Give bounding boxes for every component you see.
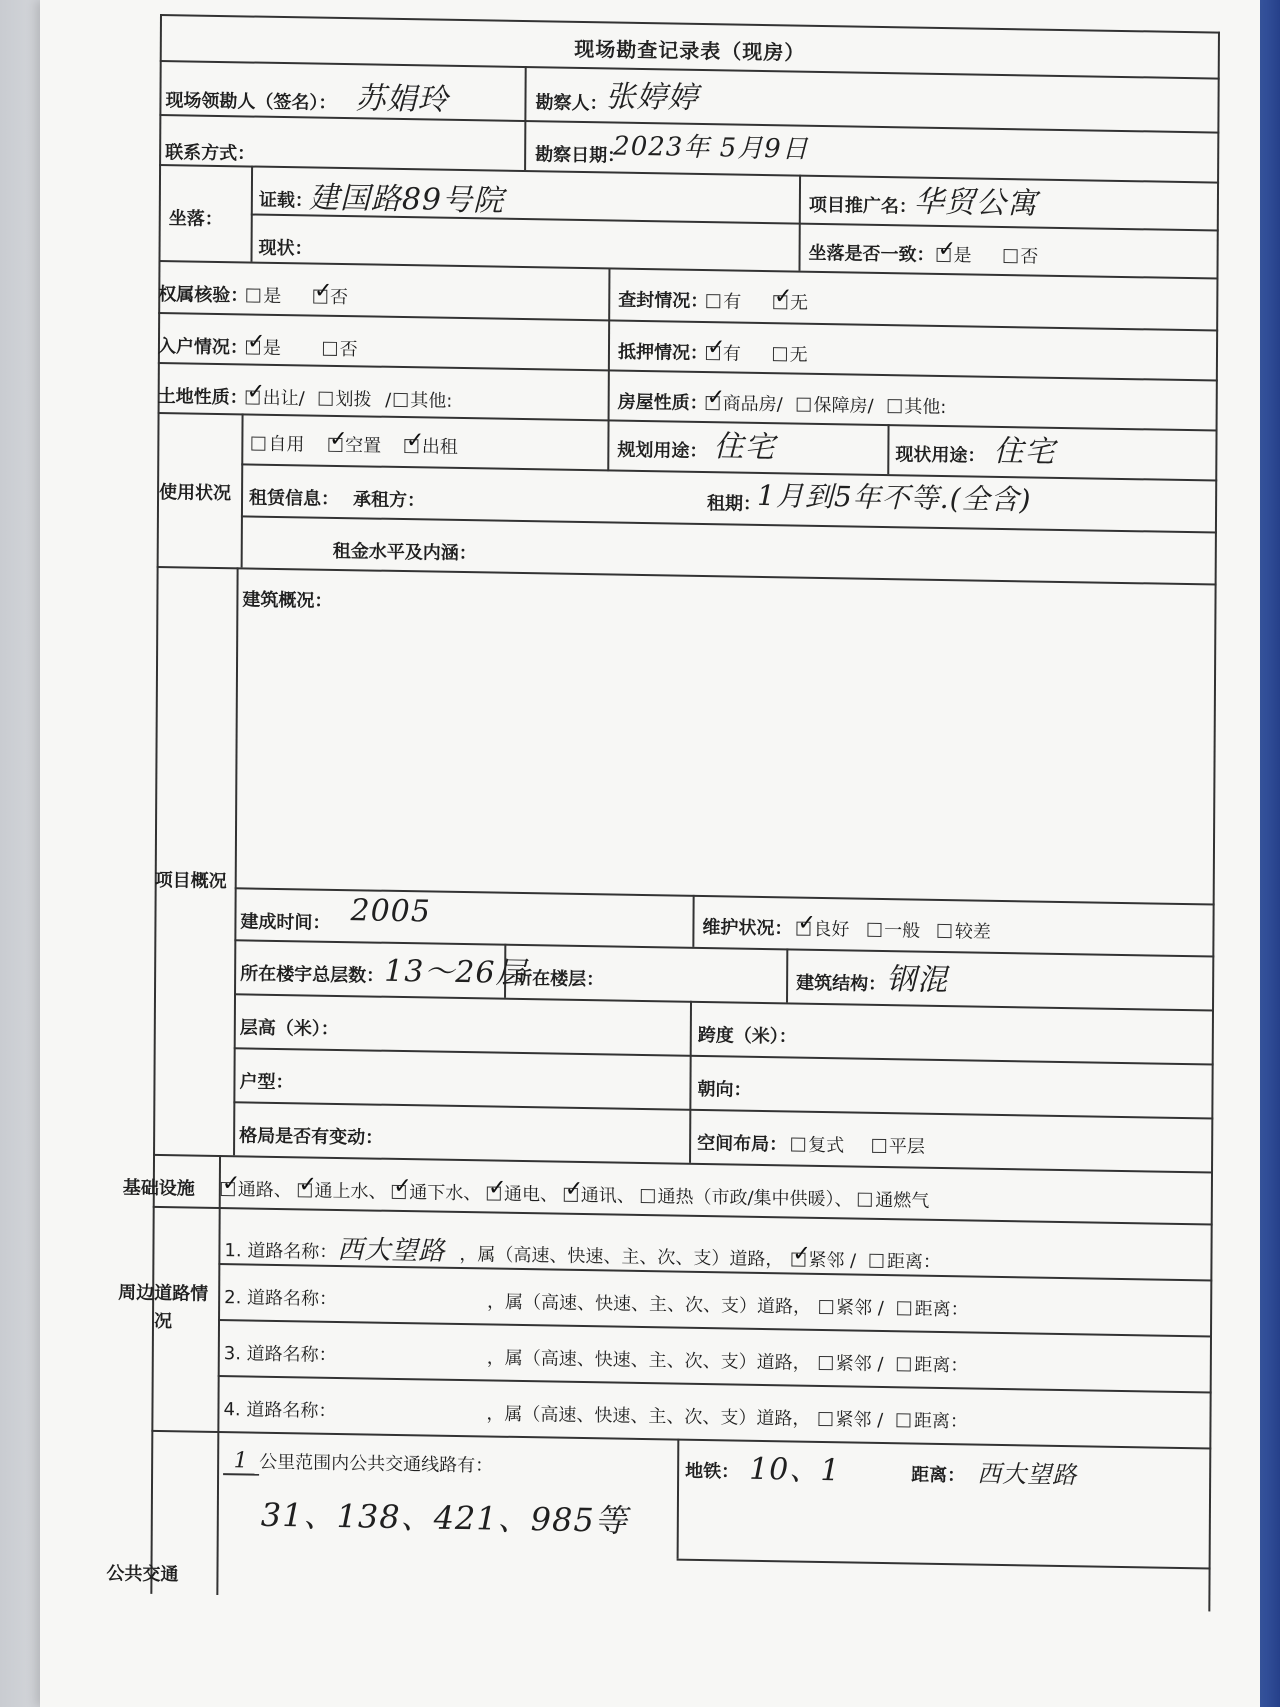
date-value: 2023年 5月9日 bbox=[613, 131, 809, 165]
road-row-1: 1. 道路名称：西大望路 ，属（高速、快速、主、次、支）道路，✓ 紧邻 / 距离： bbox=[224, 1227, 941, 1276]
row-line bbox=[158, 362, 1218, 382]
row-line bbox=[218, 1319, 1212, 1337]
house-label: 房屋性质： bbox=[617, 391, 708, 415]
checkbox[interactable] bbox=[870, 1254, 884, 1268]
form-title: 现场勘查记录表（现房） bbox=[574, 36, 806, 65]
transit-km-value: 1 bbox=[223, 1448, 259, 1476]
structure-value: 钢混 bbox=[886, 962, 949, 999]
row-line bbox=[153, 1206, 1213, 1226]
row-line bbox=[233, 1101, 1213, 1119]
checkbox[interactable] bbox=[706, 396, 720, 410]
seized-label: 查封情况： bbox=[618, 289, 709, 313]
infra-label: 基础设施 bbox=[122, 1177, 195, 1200]
checkbox[interactable] bbox=[898, 1301, 912, 1315]
checkbox[interactable] bbox=[867, 923, 881, 937]
checkbox[interactable] bbox=[392, 1185, 406, 1199]
road1-name: 西大望路 bbox=[337, 1234, 446, 1267]
checkbox[interactable] bbox=[640, 1189, 654, 1203]
checkbox[interactable] bbox=[938, 924, 952, 938]
row-line bbox=[158, 312, 1218, 332]
location-label: 坐落： bbox=[168, 208, 223, 231]
height-label: 层高（米）： bbox=[239, 1017, 339, 1040]
checkbox[interactable] bbox=[937, 248, 951, 262]
checkbox[interactable] bbox=[897, 1413, 911, 1427]
checkbox[interactable] bbox=[791, 1252, 805, 1266]
built-time-label: 建成时间： bbox=[240, 911, 331, 934]
current-use-label: 现状用途： bbox=[895, 444, 986, 467]
transit-lines-value: 31、138、421、985等 bbox=[260, 1495, 628, 1540]
lead-label: 现场领勘人（签名）： bbox=[165, 90, 337, 114]
checkbox[interactable] bbox=[887, 399, 901, 413]
current-use-value: 住宅 bbox=[993, 433, 1056, 470]
rent-level-label: 租金水平及内涵： bbox=[332, 540, 477, 565]
checkbox[interactable] bbox=[897, 1357, 911, 1371]
house-options[interactable]: ✓ 商品房/ 保障房/ 其他: bbox=[698, 389, 947, 419]
row-line bbox=[241, 463, 1217, 481]
distance-label: 距离： bbox=[911, 1464, 966, 1487]
col-line bbox=[798, 175, 801, 271]
lease-term-value: 1月到5年不等.(全含) bbox=[757, 478, 1032, 517]
inspection-form bbox=[106, 14, 1220, 1611]
layout-change-label: 格局是否有变动： bbox=[239, 1125, 384, 1149]
road-row-4: 4. 道路名称： ，属（高速、快速、主、次、支）道路， 紧邻 / 距离： bbox=[223, 1399, 968, 1433]
household-label: 入户情况： bbox=[157, 335, 249, 359]
date-label: 勘察日期： bbox=[535, 144, 626, 167]
total-floors-label: 所在楼宇总层数： bbox=[240, 963, 385, 987]
roads-label: 周边道路情况 bbox=[118, 1282, 209, 1333]
space-label: 空间布局： bbox=[697, 1132, 788, 1156]
checkbox[interactable] bbox=[872, 1139, 886, 1153]
land-label: 土地性质： bbox=[157, 385, 248, 409]
checkbox[interactable] bbox=[328, 438, 342, 452]
row-line bbox=[241, 515, 1217, 533]
space-options[interactable]: 复式 平层 bbox=[783, 1130, 925, 1158]
transit-label: 公共交通 bbox=[106, 1563, 179, 1586]
cert-address: 建国路89号院 bbox=[308, 180, 505, 219]
row-line bbox=[158, 412, 1218, 432]
project-name-label: 项目推广名： bbox=[808, 194, 917, 218]
checkbox[interactable] bbox=[773, 347, 787, 361]
checkbox[interactable] bbox=[405, 439, 419, 453]
structure-label: 建筑结构： bbox=[796, 972, 887, 996]
checkbox[interactable] bbox=[796, 922, 810, 936]
building-overview-label: 建筑概况： bbox=[242, 589, 333, 612]
checkbox[interactable] bbox=[819, 1300, 833, 1314]
row-line bbox=[157, 566, 1217, 586]
row-line bbox=[158, 260, 1218, 280]
road-row-3: 3. 道路名称： ，属（高速、快速、主、次、支）道路， 紧邻 / 距离： bbox=[223, 1343, 969, 1377]
checkbox[interactable] bbox=[318, 392, 332, 406]
col-line bbox=[786, 948, 788, 1002]
lease-info-label: 租赁信息： bbox=[248, 487, 340, 510]
row-line bbox=[234, 993, 1214, 1011]
checkbox[interactable] bbox=[246, 340, 260, 354]
checkbox[interactable] bbox=[706, 346, 720, 360]
floor-label: 所在楼层： bbox=[514, 967, 605, 991]
cert-label: 证载： bbox=[258, 189, 313, 212]
contact-label: 联系方式： bbox=[165, 142, 256, 165]
maintenance-label: 维护状况： bbox=[702, 917, 793, 940]
usage-options[interactable]: 自用 ✓ 空置 ✓ 出租 bbox=[243, 429, 458, 459]
household-options[interactable]: ✓ 是 否 bbox=[238, 333, 358, 361]
road-row-2: 2. 道路名称： ，属（高速、快速、主、次、支）道路， 紧邻 / 距离： bbox=[224, 1287, 969, 1321]
col-line bbox=[692, 895, 694, 947]
usage-label: 使用状况 bbox=[159, 481, 232, 505]
maintenance-options[interactable]: ✓ 良好 一般 较差 bbox=[788, 914, 991, 943]
checkbox[interactable] bbox=[819, 1356, 833, 1370]
col-line bbox=[887, 424, 889, 474]
subway-distance-value: 西大望路 bbox=[977, 1459, 1078, 1490]
checkbox[interactable] bbox=[858, 1193, 872, 1207]
total-floors-value: 13～26层 bbox=[384, 953, 527, 992]
consistent-label: 坐落是否一致： bbox=[808, 242, 935, 266]
paper-sheet bbox=[40, 0, 1260, 1707]
lead-signature: 苏娟玲 bbox=[355, 81, 449, 118]
mortgage-options[interactable]: ✓ 有 无 bbox=[698, 339, 808, 367]
checkbox[interactable] bbox=[487, 1186, 501, 1200]
checkbox[interactable] bbox=[393, 393, 407, 407]
inspector-label: 勘察人： bbox=[535, 92, 608, 115]
col-line bbox=[677, 1439, 680, 1559]
row-line bbox=[234, 1047, 1214, 1065]
checkbox[interactable] bbox=[796, 398, 810, 412]
lease-term-label: 租期： bbox=[706, 493, 762, 515]
built-time-value: 2005 bbox=[350, 893, 432, 930]
ownership-options[interactable]: 是 ✓ 否 bbox=[238, 281, 348, 309]
checkbox[interactable] bbox=[791, 1137, 805, 1151]
checkbox[interactable] bbox=[313, 290, 327, 304]
frame-left bbox=[150, 14, 162, 1594]
layout-label: 户型： bbox=[239, 1071, 294, 1094]
project-name-value: 华贸公寓 bbox=[913, 184, 1039, 222]
checkbox[interactable] bbox=[246, 288, 260, 302]
subway-label: 地铁： bbox=[685, 1460, 740, 1483]
ownership-label: 权属核验： bbox=[158, 283, 249, 307]
infra-options[interactable]: ✓ 通路、 ✓ 通上水、 ✓ 通下水、 ✓ 通电、 ✓ 通讯、 通热（市政/集中供暖）、 通燃气 bbox=[219, 1175, 930, 1213]
checkbox[interactable] bbox=[298, 1183, 312, 1197]
seized-options[interactable]: 有 ✓ 无 bbox=[698, 287, 808, 315]
planned-use-value: 住宅 bbox=[713, 429, 776, 466]
row-line bbox=[153, 1154, 1213, 1174]
inspector-signature: 张婷婷 bbox=[605, 79, 699, 116]
planned-use-label: 规划用途： bbox=[617, 439, 708, 463]
row-line bbox=[234, 939, 1214, 957]
checkbox[interactable] bbox=[818, 1412, 832, 1426]
transit-km-row: 1 公里范围内公共交通线路有： bbox=[223, 1447, 493, 1479]
col-line bbox=[689, 1001, 692, 1163]
checkbox[interactable] bbox=[773, 295, 787, 309]
land-options[interactable]: ✓ 出让/ 划拨 / 其他: bbox=[238, 383, 453, 413]
orientation-label: 朝向： bbox=[697, 1078, 752, 1101]
checkbox[interactable] bbox=[323, 342, 337, 356]
checkbox[interactable] bbox=[251, 437, 265, 451]
col-line bbox=[250, 166, 253, 262]
checkbox[interactable] bbox=[246, 390, 260, 404]
row-line bbox=[151, 1430, 1211, 1450]
col-line bbox=[233, 567, 239, 1155]
tenant-label: 承租方： bbox=[352, 489, 426, 512]
current-label: 现状： bbox=[258, 237, 313, 260]
checkbox[interactable] bbox=[564, 1188, 578, 1202]
checkbox[interactable] bbox=[706, 294, 720, 308]
project-overview-label: 项目概况 bbox=[154, 869, 227, 893]
row-line bbox=[677, 1559, 1211, 1570]
col-line bbox=[524, 66, 527, 170]
consistent-options[interactable]: ✓ 是 否 bbox=[929, 241, 1039, 269]
mortgage-label: 抵押情况： bbox=[617, 341, 709, 365]
checkbox[interactable] bbox=[221, 1182, 235, 1196]
span-label: 跨度（米）： bbox=[697, 1024, 797, 1048]
subway-value: 10、1 bbox=[749, 1451, 841, 1489]
checkbox[interactable] bbox=[1003, 249, 1017, 263]
row-line bbox=[218, 1375, 1212, 1393]
frame-right bbox=[1208, 32, 1220, 1612]
